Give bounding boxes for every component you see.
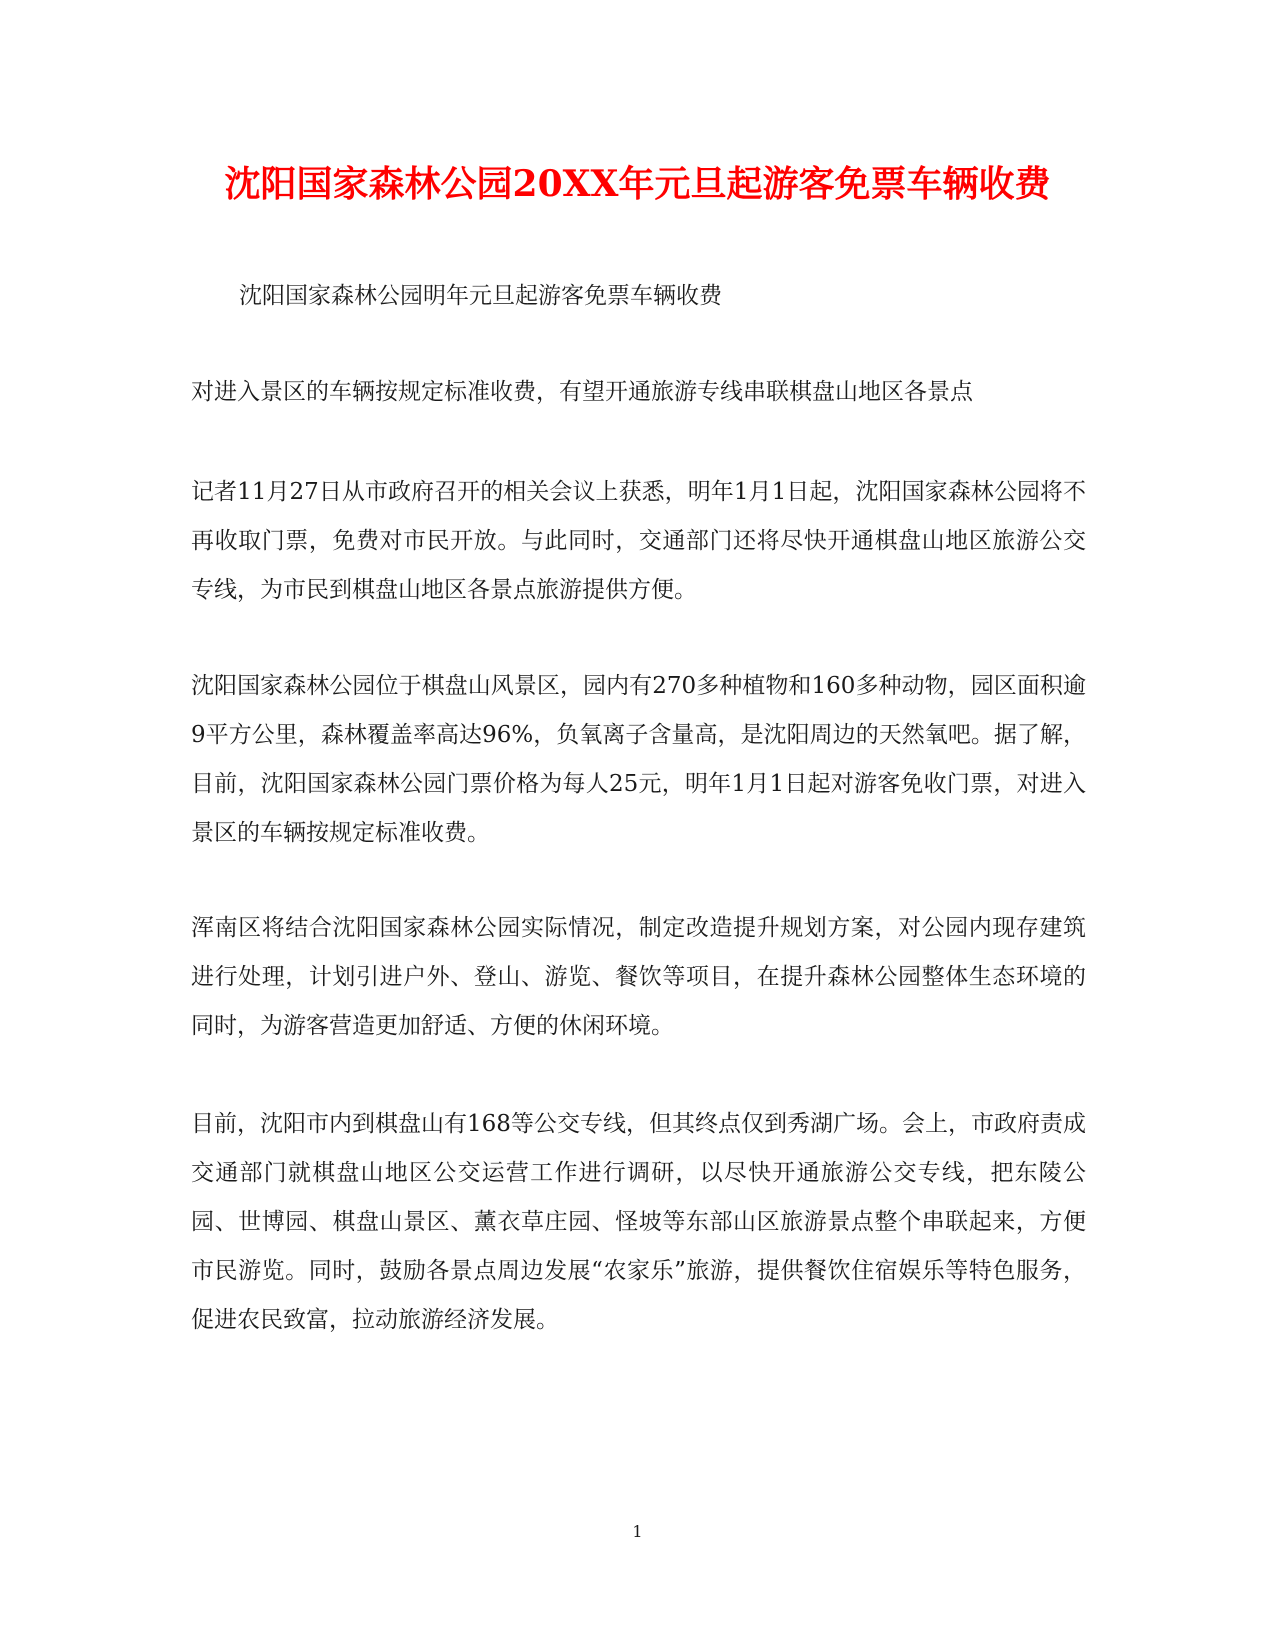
body-paragraph-3: 浑南区将结合沈阳国家森林公园实际情况，制定改造提升规划方案，对公园内现存建筑进行处理，计划引进户外、登山、游览、餐饮等项目，在提升森林公园整体生态环境的同时，为游客营造更加舒适、方便的休闲环境。: [191, 915, 1086, 1039]
body-paragraph-1: 记者11月27日从市政府召开的相关会议上获悉，明年1月1日起，沈阳国家森林公园将不再收取门票，免费对市民开放。与此同时，交通部门还将尽快开通棋盘山地区旅游公交专线，为市民到棋盘山地区各景点旅游提供方便。: [191, 479, 1086, 603]
document-subtitle: 沈阳国家森林公园明年元旦起游客免票车辆收费: [239, 283, 722, 309]
body-paragraph-4: 目前，沈阳市内到棋盘山有168等公交专线，但其终点仅到秀湖广场。会上，市政府责成交通部门就棋盘山地区公交运营工作进行调研，以尽快开通旅游公交专线，把东陵公园、世博园、棋盘山景区、薰衣草庄园、怪坡等东部山区旅游景点整个串联起来，方便市民游览。同时，鼓励各景点周边发展“农家乐”旅游，提供餐饮住宿娱乐等特色服务，促进农民致富，拉动旅游经济发展。: [191, 1111, 1086, 1333]
document-title: 沈阳国家森林公园20XX年元旦起游客免票车辆收费: [224, 163, 1051, 205]
page-number: 1: [632, 1522, 643, 1541]
lead-paragraph: 对进入景区的车辆按规定标准收费，有望开通旅游专线串联棋盘山地区各景点: [191, 379, 973, 405]
body-paragraph-2: 沈阳国家森林公园位于棋盘山风景区，园内有270多种植物和160多种动物，园区面积逾9平方公里，森林覆盖率高达96%，负氧离子含量高，是沈阳周边的天然氧吧。据了解，目前，沈阳国家森林公园门票价格为每人25元，明年1月1日起对游客免收门票，对进入景区的车辆按规定标准收费。: [191, 673, 1086, 846]
